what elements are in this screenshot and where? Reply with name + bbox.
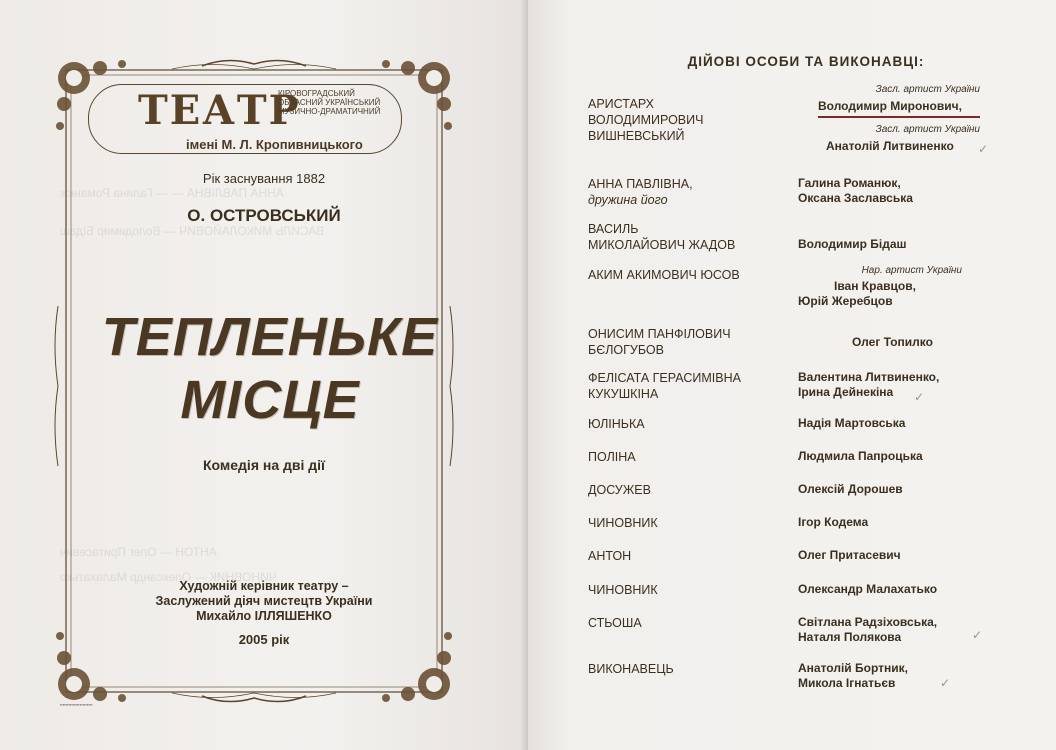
role-name: АНТОН	[588, 549, 632, 563]
actor-name: Олег Топилко	[852, 335, 933, 349]
actor-name: Микола Ігнатьєв	[798, 676, 896, 690]
theatre-logo-header: КІРОВОГРАДСЬКИЙ ОБЛАСНИЙ УКРАЇНСЬКИЙ МУЗИЧНО-ДРАМАТИЧНИЙ	[278, 89, 381, 116]
play-title-line-2: МІСЦЕ	[180, 370, 360, 430]
theatre-logo-word: ТЕАТР	[138, 87, 301, 134]
theatre-logo-name: імені М. Л. Кропивницького	[186, 137, 363, 152]
actor-name: Ігор Кодема	[798, 515, 869, 529]
actor-name: Наталя Полякова	[798, 630, 902, 644]
actor-honor-title: Засл. артист України	[875, 84, 980, 95]
role-name: ЮЛІНЬКА	[588, 417, 645, 431]
cast-list-page	[528, 0, 1056, 750]
actor-name: Оксана Заславська	[798, 191, 913, 205]
role-name: ВАСИЛЬ МИКОЛАЙОВИЧ ЖАДОВ	[588, 222, 736, 252]
cast-heading: ДІЙОВІ ОСОБИ ТА ВИКОНАВЦІ:	[687, 54, 925, 69]
role-name: АКИМ АКИМОВИЧ ЮСОВ	[588, 268, 740, 282]
season-year: 2005 рік	[238, 632, 290, 647]
founded-year-text: Рік заснування 1882	[202, 171, 326, 186]
actor-name: Володимир Бідаш	[798, 237, 907, 251]
check-mark: ✓	[978, 142, 989, 156]
role-name: СТЬОША	[588, 616, 642, 630]
show-through-text: ЧИНОВНИК — Олександр Малахатько	[60, 570, 277, 584]
role-name: ВИКОНАВЕЦЬ	[588, 662, 674, 676]
director-line-1: Художній керівник театру –	[179, 579, 349, 593]
actor-honor-title: Засл. артист України	[875, 124, 980, 135]
actor-name: Олексій Дорошев	[798, 482, 903, 496]
role-name: ЧИНОВНИК	[588, 516, 658, 530]
role-name: ФЕЛІСАТА ГЕРАСИМІВНА КУКУШКІНА	[588, 371, 741, 401]
actor-name: Олександр Малахатько	[798, 582, 938, 596]
director-line-3: Михайло ІЛЛЯШЕНКО	[196, 609, 332, 623]
actor-name: Олег Притасевич	[798, 548, 901, 562]
actor-name: Іван Кравцов,	[834, 279, 916, 293]
play-genre: Комедія на дві дії	[202, 457, 325, 473]
role-name: ДОСУЖЕВ	[588, 483, 651, 497]
actor-honor-title: Нар. артист України	[861, 265, 962, 276]
actor-name: Юрій Жеребцов	[798, 294, 893, 308]
actor-name: Анатолій Бортник,	[798, 661, 908, 675]
role-name: ОНИСИМ ПАНФІЛОВИЧ БЄЛОГУБОВ	[588, 327, 731, 357]
check-mark: ✓	[914, 390, 925, 404]
actor-name: Валентина Литвиненко,	[798, 370, 940, 384]
play-title-line-1: ТЕПЛЕНЬКЕ	[101, 307, 439, 367]
show-through-text: АННА ПАВЛІВНА — — Галина Романюк	[60, 186, 284, 200]
actor-name: Галина Романюк,	[798, 176, 901, 190]
actor-name: Світлана Радзіховська,	[798, 615, 938, 629]
show-through-text: АНТОН — Олег Притасевич	[60, 545, 217, 559]
role-name: АННА ПАВЛІВНА, дружина його	[588, 177, 693, 207]
play-author: О. ОСТРОВСЬКИЙ	[187, 206, 341, 225]
check-mark: ✓	[972, 628, 983, 642]
actor-name: Володимир Миронович,	[818, 99, 962, 113]
print-code: ▪▪▪▪▪▪▪▪▪▪▪▪▪▪▪▪▪▪▪▪▪▪▪	[60, 702, 93, 707]
role-name: ПОЛІНА	[588, 450, 636, 464]
show-through-text: ВАСИЛЬ МИКОЛАЙОВИЧ — Володимир Бідаш	[60, 224, 324, 238]
artistic-director-credit	[0, 579, 528, 624]
director-line-2: Заслужений діяч мистецтв України	[155, 594, 373, 608]
actor-name: Анатолій Литвиненко	[826, 139, 954, 153]
actor-name: Ірина Дейнекіна	[798, 385, 894, 399]
role-name: ЧИНОВНИК	[588, 583, 658, 597]
actor-name: Надія Мартовська	[798, 416, 906, 430]
role-name: АРИСТАРХ ВОЛОДИМИРОВИЧ ВИШНЕВСЬКИЙ	[588, 97, 704, 143]
check-mark: ✓	[940, 676, 951, 690]
actor-name: Людмила Папроцька	[798, 449, 923, 463]
handwritten-underline	[818, 116, 980, 118]
